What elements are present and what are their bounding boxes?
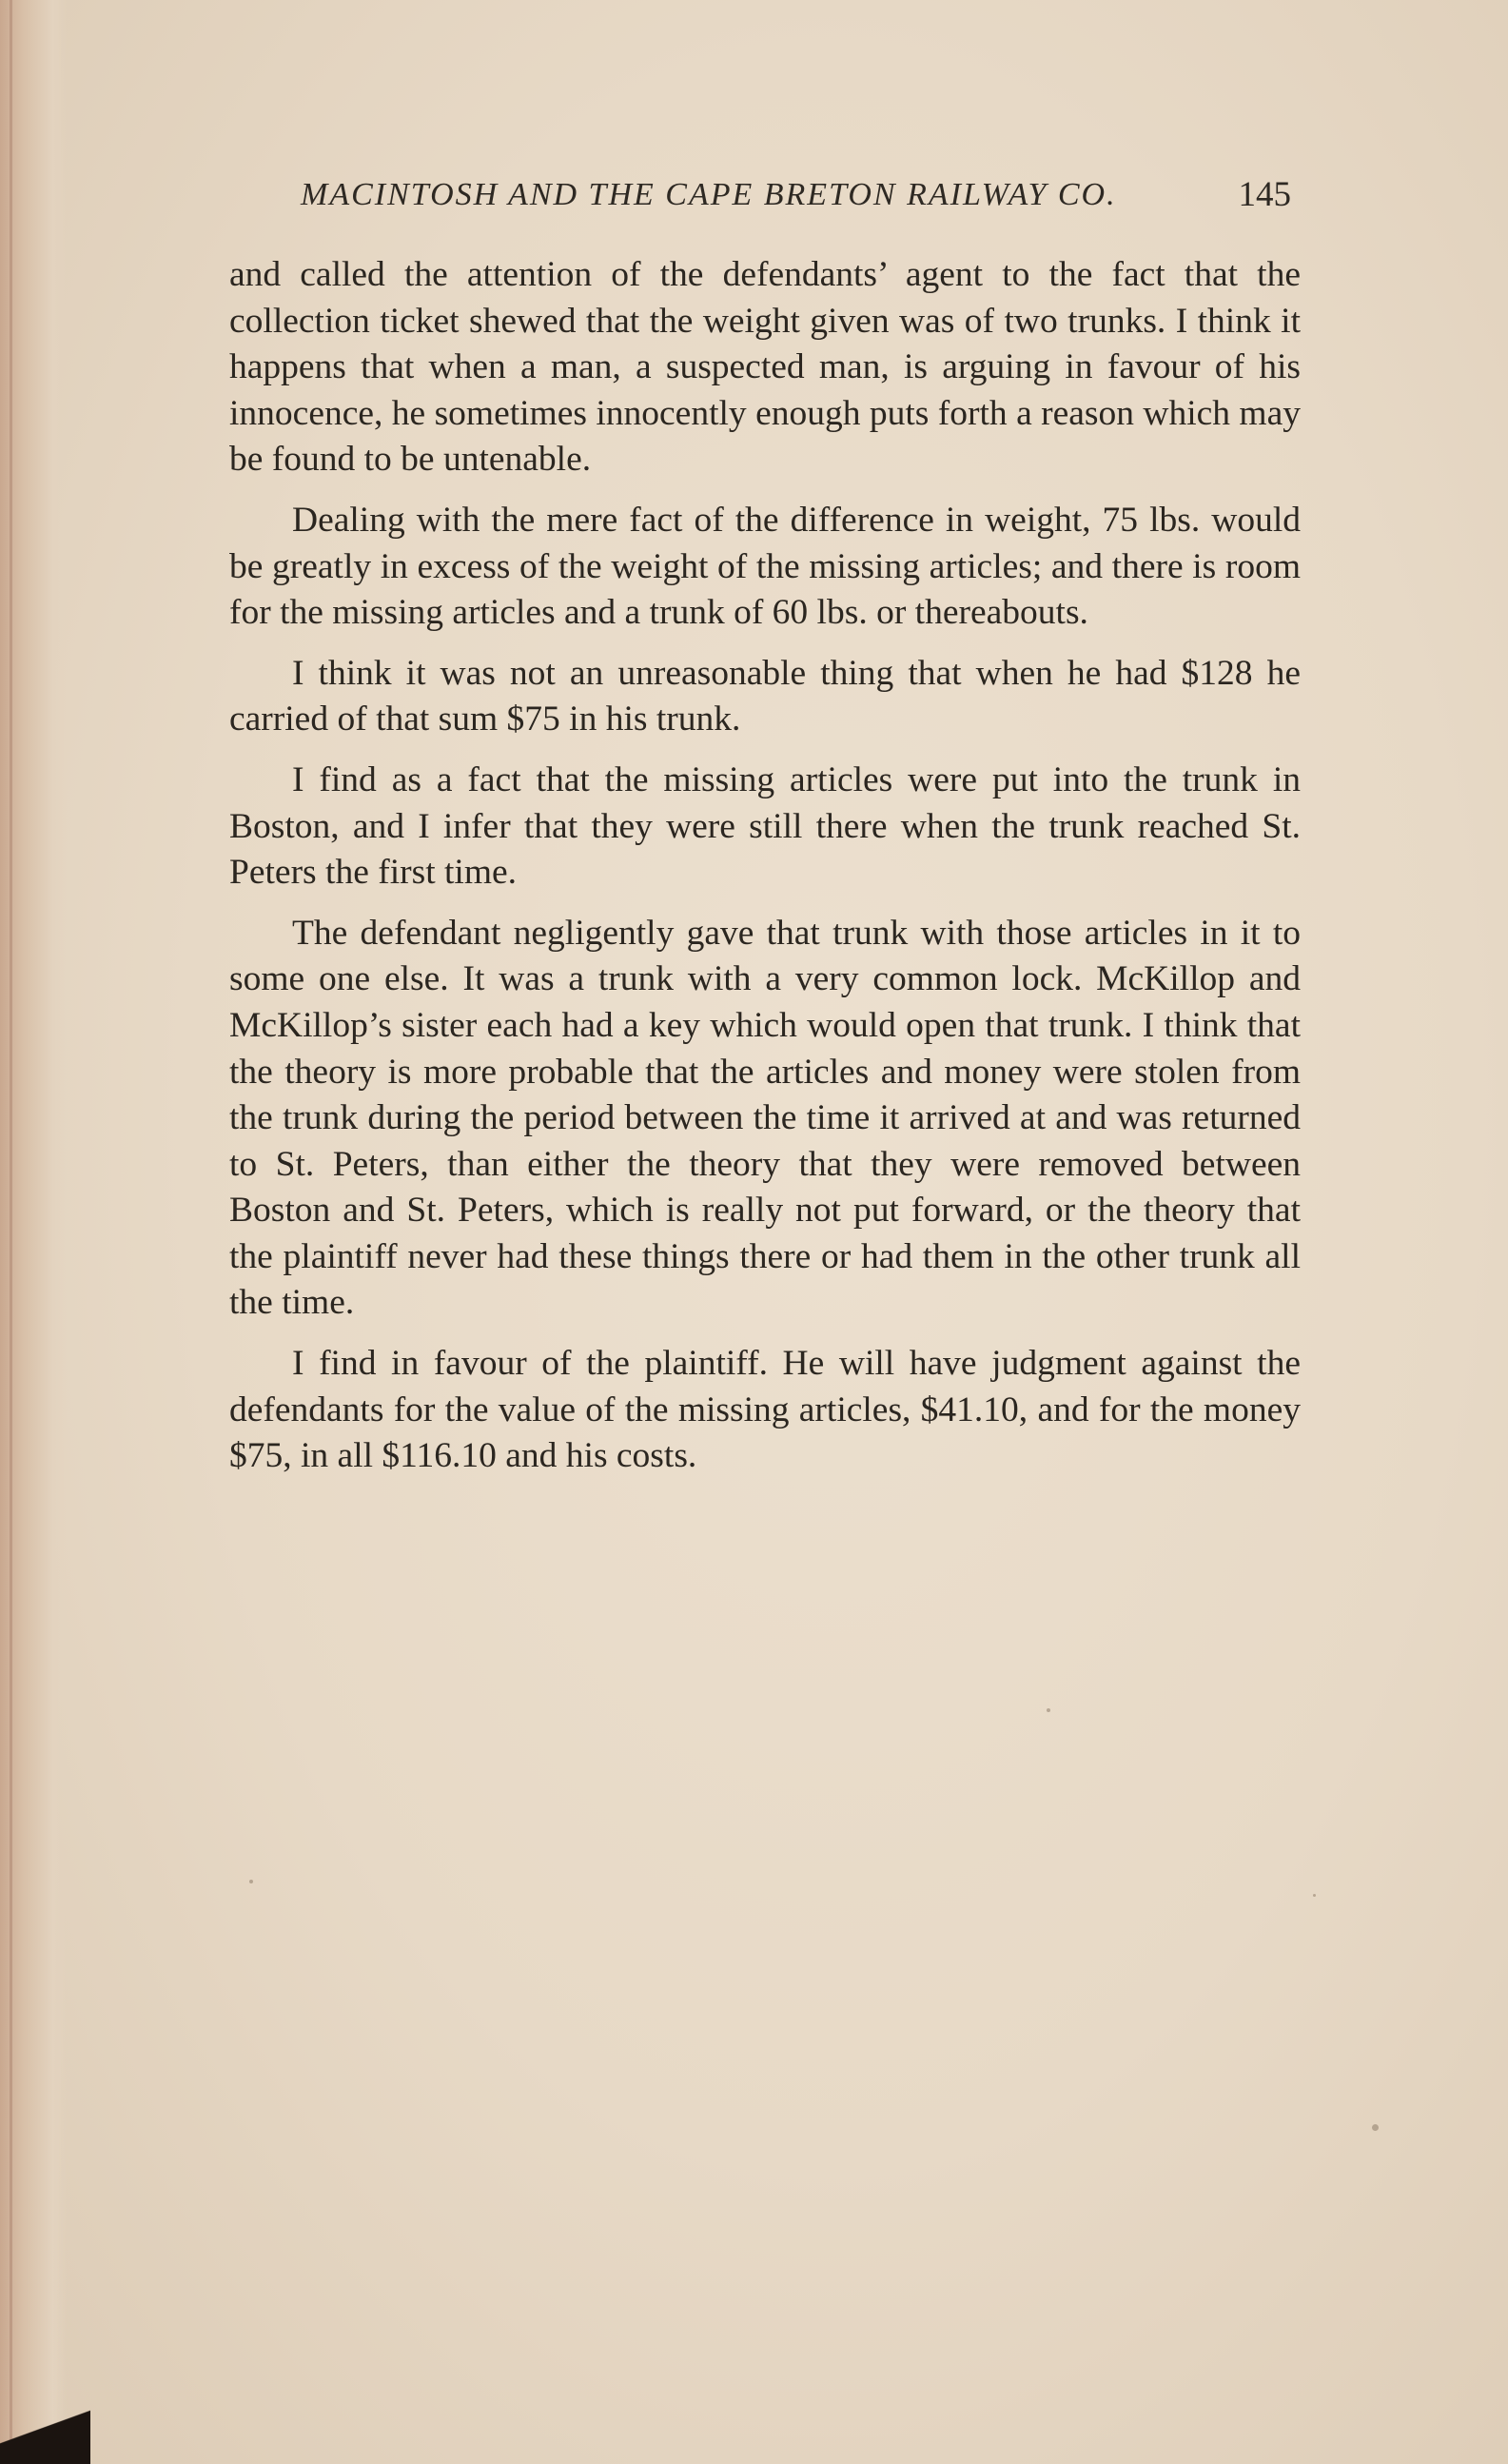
paper-speck [1047, 1708, 1050, 1712]
page-number: 145 [1238, 175, 1291, 214]
binding-edge [10, 0, 12, 2464]
paragraph: I find as a fact that the missing articles were put into the trunk in Boston, and I infer that they were still there when the trunk reached St. Peters the first time. [229, 759, 1301, 893]
page-corner-shadow [0, 2407, 90, 2464]
paragraph: The defendant negligently gave that trunk with those articles in it to some one else. It was a trunk with a very common lock. McKillop and McKillop’s sister each had a key which would open that trunk. I think that the theory is more probable that the articles and money were stolen from the trunk during the period between the time it arrived at and was returned to St. Peters, than either the theory that they were removed between Boston and St. Peters, which is really not put forward, or the theory that the plaintiff never had these things there or had them in the other trunk all the time. [229, 913, 1301, 1323]
paragraph: Dealing with the mere fact of the difference in weight, 75 lbs. would be greatly in excess of the weight of the missing articles; and there is room for the missing articles and a trunk of 60 lbs. or thereabouts. [229, 500, 1301, 633]
paragraph: and called the attention of the defendants’ agent to the fact that the collection ticket shewed that the weight given was of two trunks. I think it happens that when a man, a suspected man, is arguing in favour of his innocence, he sometimes innocently enough puts forth a reason which may be found to be untenable. [229, 255, 1301, 480]
paper-speck [1372, 2124, 1379, 2131]
paragraph: I think it was not an unreasonable thing that when he had $128 he carried of that sum $75 in his trunk. [229, 653, 1301, 739]
page-header [228, 173, 1294, 221]
running-head: MACINTOSH AND THE CAPE BRETON RAILWAY CO. [301, 177, 1117, 212]
paper-speck [249, 1880, 253, 1883]
body-text [229, 252, 1301, 1494]
paragraph: I find in favour of the plaintiff. He will have judgment against the defendants for the value of the missing articles, $41.10, and for the money $75, in all $116.10 and his costs. [229, 1344, 1301, 1476]
paper-speck [1313, 1894, 1316, 1897]
